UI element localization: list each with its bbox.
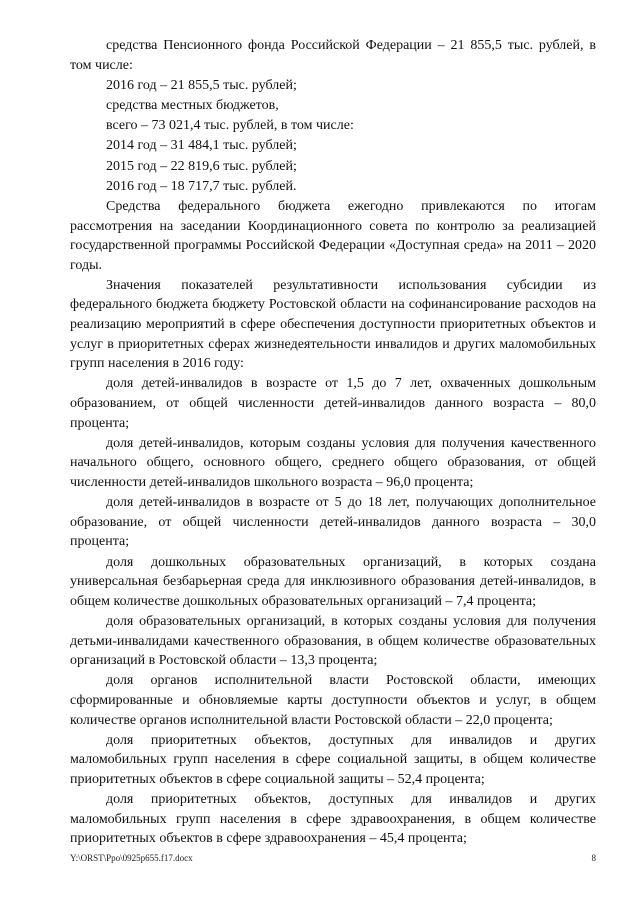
- paragraph-indicator-additional: доля детей-инвалидов в возрасте от 5 до 18 лет, получающих дополнительное образование, от общей численности детей-инвалидов данного возраста – 30,0 процента;: [70, 495, 596, 550]
- paragraph-indicators-intro: Значения показателей результативности использования субсидии из федерального бюджета бюджету Ростовской области на софинансирование расходов на реализацию мероприятий в сфере обеспечения доступности приоритетных объектов и услуг в приоритетных сферах жизнедеятельности инвалидов и других маломобильных групп населения в 2016 году:: [70, 277, 596, 372]
- paragraph-2014-local: 2014 год – 31 484,1 тыс. рублей;: [106, 138, 297, 154]
- paragraph-indicator-barrier-free: доля дошкольных образовательных организаций, в которых создана универсальная безбарьерная среда для инклюзивного образования детей-инвалидов, в общем количестве дошкольных образовательных организаций – 7,4 процента;: [70, 554, 596, 609]
- paragraph-pension-fund: средства Пенсионного фонда Российской Федерации – 21 855,5 тыс. рублей, в том числе:: [70, 38, 596, 73]
- paragraph-2016-pension: 2016 год – 21 855,5 тыс. рублей;: [106, 77, 297, 93]
- page-footer: [70, 853, 596, 864]
- paragraph-2016-local: 2016 год – 18 717,7 тыс. рублей.: [106, 178, 297, 194]
- document-body: [70, 36, 596, 849]
- paragraph-indicator-education-orgs: доля образовательных организаций, в которых созданы условия для получения детьми-инвалидами качественного образования, в общем количестве образовательных организаций в Ростовской области – 13,3 процента;: [70, 613, 596, 669]
- page-number: 8: [591, 853, 596, 863]
- paragraph-indicator-healthcare: доля приоритетных объектов, доступных для инвалидов и других маломобильных групп населения в сфере здравоохранения, в общем количестве приоритетных объектов в сфере здравоохранения – 45,4 процента;: [70, 792, 596, 847]
- file-path: Y:\ORST\Ppo\0925p655.f17.docx: [70, 853, 193, 863]
- paragraph-indicator-accessibility-maps: доля органов исполнительной власти Ростовской области, имеющих сформированные и обновляемые карты доступности объектов и услуг, в общем количестве органов исполнительной власти Ростовской области – 22,0 процента;: [70, 673, 596, 728]
- paragraph-federal-funds: Средства федерального бюджета ежегодно привлекаются по итогам рассмотрения на заседании Координационного совета по контролю за реализацией государственной программы Российской Федерации «Доступная среда» на 2011 – 2020 годы.: [70, 198, 596, 273]
- paragraph-2015-local: 2015 год – 22 819,6 тыс. рублей;: [106, 158, 297, 174]
- paragraph-indicator-preschool: доля детей-инвалидов в возрасте от 1,5 до 7 лет, охваченных дошкольным образованием, от общей численности детей-инвалидов данного возраста – 80,0 процента;: [70, 376, 596, 431]
- paragraph-local-total: всего – 73 021,4 тыс. рублей, в том числе:: [106, 118, 354, 134]
- paragraph-indicator-social-protection: доля приоритетных объектов, доступных для инвалидов и других маломобильных групп населения в сфере социальной защиты, в общем количестве приоритетных объектов в сфере социальной защиты – 52,4 процента;: [70, 732, 596, 787]
- paragraph-indicator-school: доля детей-инвалидов, которым созданы условия для получения качественного начального общего, основного общего, среднего общего образования, от общей численности детей-инвалидов школьного возраста – 96,0 процента;: [70, 435, 596, 490]
- paragraph-local-budgets: средства местных бюджетов,: [106, 97, 279, 113]
